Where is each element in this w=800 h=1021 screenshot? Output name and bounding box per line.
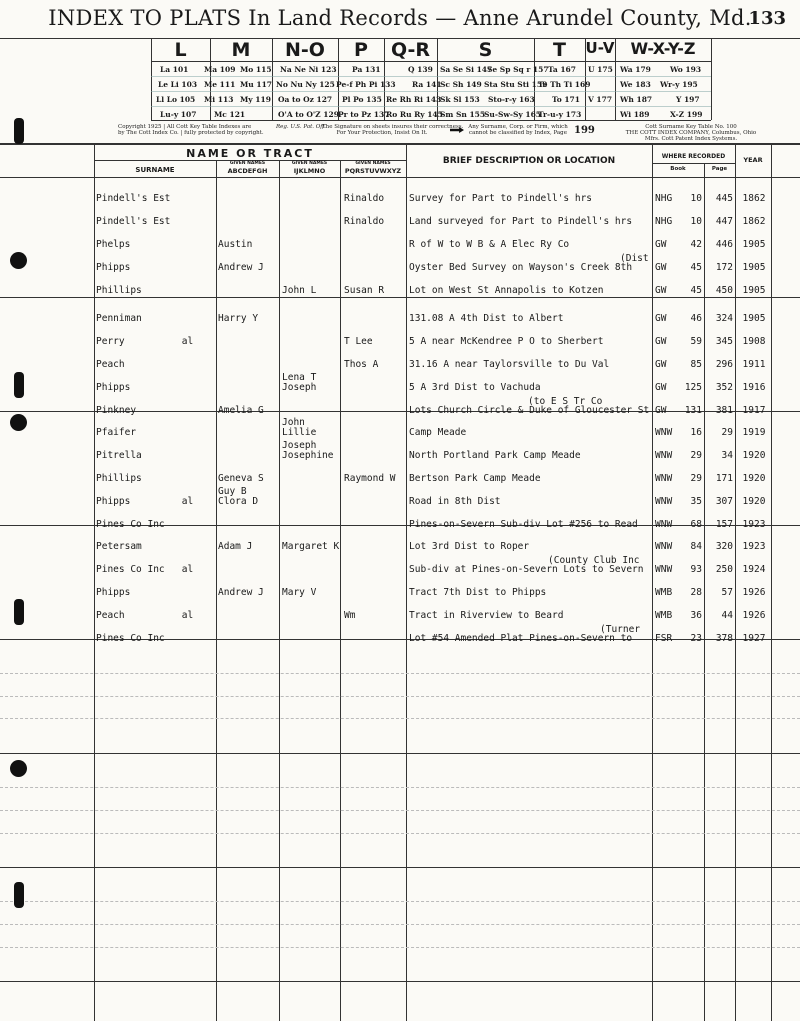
year-header: YEAR bbox=[743, 156, 763, 164]
table-row bbox=[0, 487, 800, 509]
year-cell: 1920 bbox=[742, 450, 766, 461]
book-cell: FSR bbox=[655, 633, 673, 644]
table-row bbox=[0, 253, 800, 275]
volume-cell: 36 bbox=[690, 610, 702, 621]
year-cell: 1927 bbox=[742, 633, 766, 644]
table-row bbox=[0, 441, 800, 463]
description-cell: Tract 7th Dist to Phipps bbox=[409, 587, 547, 598]
surname-cell: Phillips bbox=[96, 473, 142, 484]
surname-note: Any Surname, Corp. or Firm, which cannot be classified by Index, Page bbox=[468, 124, 568, 136]
binder-slot bbox=[14, 118, 24, 144]
surname-note-page: 199 bbox=[574, 125, 595, 136]
table-row bbox=[0, 464, 800, 486]
volume-cell: 28 bbox=[690, 587, 702, 598]
key-cell: V 177 bbox=[588, 95, 613, 104]
key-cell: Se Sp Sq r 157 bbox=[487, 65, 549, 74]
given3-cell: Rinaldo bbox=[344, 193, 385, 204]
volume-cell: 125 bbox=[684, 382, 702, 393]
key-cell: La 101 bbox=[160, 65, 189, 74]
volume-cell: 29 bbox=[690, 473, 702, 484]
year-cell: 1920 bbox=[742, 473, 766, 484]
surname-cell: Phipps bbox=[96, 262, 131, 273]
surname-cell: Phelps bbox=[96, 239, 131, 250]
description-cell: Sub-div at Pines-on-Severn Lots to Severn bbox=[409, 564, 644, 575]
table-row bbox=[0, 373, 800, 395]
key-cell: Wi 189 bbox=[620, 110, 650, 119]
binder-slot bbox=[14, 882, 24, 908]
book-cell: WNW bbox=[655, 450, 673, 461]
given1-cell: Amelia G bbox=[218, 405, 264, 416]
volume-cell: 131 bbox=[684, 405, 702, 416]
key-cell: Wh 187 bbox=[620, 95, 653, 104]
description-cell: Lot 3rd Dist to Roper bbox=[409, 541, 530, 552]
description-cell: Lot on West St Annapolis to Kotzen bbox=[409, 285, 604, 296]
key-letter-t: T bbox=[553, 39, 566, 61]
key-letter-q-r: Q-R bbox=[390, 39, 431, 61]
table-row bbox=[0, 601, 800, 623]
surname-cell: Pinkney bbox=[96, 405, 137, 416]
volume-cell: 35 bbox=[690, 496, 702, 507]
key-cell: We 183 bbox=[620, 80, 651, 89]
page-cell: 296 bbox=[715, 359, 733, 370]
surname-cell: Perry al bbox=[96, 336, 194, 347]
volume-cell: 10 bbox=[690, 216, 702, 227]
description-note: (Dist bbox=[620, 253, 649, 264]
page-cell: 172 bbox=[715, 262, 733, 273]
key-letter-p: P bbox=[354, 39, 368, 61]
key-cell: Wr-y 195 bbox=[660, 80, 698, 89]
table-row bbox=[0, 207, 800, 229]
surname-cell: Peach al bbox=[96, 610, 194, 621]
volume-cell: 68 bbox=[690, 519, 702, 530]
given1-cell: Andrew J bbox=[218, 262, 264, 273]
page-title: INDEX TO PLATS In Land Records — Anne Arundel County, Md. bbox=[48, 6, 752, 30]
book-cell: NHG bbox=[655, 193, 673, 204]
page-cell: 378 bbox=[715, 633, 733, 644]
volume-cell: 23 bbox=[690, 633, 702, 644]
key-cell: To 171 bbox=[552, 95, 580, 104]
given3-cell: Rinaldo bbox=[344, 216, 385, 227]
year-cell: 1917 bbox=[742, 405, 766, 416]
volume-cell: 93 bbox=[690, 564, 702, 575]
key-letter-m: M bbox=[231, 39, 251, 61]
table-row bbox=[0, 276, 800, 298]
table-row bbox=[0, 578, 800, 600]
surname-cell: Penniman bbox=[96, 313, 142, 324]
surname-cell: Pindell's Est bbox=[96, 216, 171, 227]
given3-cell: Raymond W bbox=[344, 473, 396, 484]
key-letter-l: L bbox=[174, 39, 187, 61]
year-cell: 1905 bbox=[742, 285, 766, 296]
year-cell: 1905 bbox=[742, 239, 766, 250]
description-cell: Tract in Riverview to Beard bbox=[409, 610, 564, 621]
key-letter-n-o: N-O bbox=[285, 39, 325, 61]
surname-cell: Phillips bbox=[96, 285, 142, 296]
key-cell: Pl Po 135 bbox=[342, 95, 382, 104]
surname-cell: Phipps bbox=[96, 382, 131, 393]
key-cell: Le Li 103 bbox=[158, 80, 198, 89]
table-row bbox=[0, 396, 800, 418]
table-row bbox=[0, 418, 800, 440]
page-number: 133 bbox=[748, 8, 786, 29]
key-cell: Pe-f Ph Pi 133 bbox=[336, 80, 396, 89]
surname-cell: Pfaifer bbox=[96, 427, 137, 438]
surname-cell: Pines Co Inc al bbox=[96, 564, 194, 575]
surname-cell: Peach bbox=[96, 359, 125, 370]
key-cell: Y 197 bbox=[676, 95, 700, 104]
key-cell: Ra 141 bbox=[412, 80, 442, 89]
page-cell: 320 bbox=[715, 541, 733, 552]
book-cell: GW bbox=[655, 262, 667, 273]
description-cell: 31.16 A near Taylorsville to Du Val bbox=[409, 359, 610, 370]
page-cell: 44 bbox=[721, 610, 733, 621]
volume-cell: 45 bbox=[690, 285, 702, 296]
binder-slot bbox=[14, 372, 24, 398]
given1-cell: Austin bbox=[218, 239, 253, 250]
volume-cell: 59 bbox=[690, 336, 702, 347]
book-cell: WNW bbox=[655, 541, 673, 552]
table-row bbox=[0, 555, 800, 577]
year-cell: 1920 bbox=[742, 496, 766, 507]
page-cell: 307 bbox=[715, 496, 733, 507]
volume-cell: 29 bbox=[690, 450, 702, 461]
given2-cell: Margaret K bbox=[282, 541, 340, 552]
company-note: Cott Surname Key Table No. 100 THE COTT INDEX COMPANY, Columbus, Ohio Mfrs. Cott Patent Index Systems. bbox=[625, 124, 757, 142]
year-cell: 1862 bbox=[742, 216, 766, 227]
description-cell: Camp Meade bbox=[409, 427, 467, 438]
book-cell: WNW bbox=[655, 564, 673, 575]
description-cell: Lot #54 Amended Plat Pines-on-Severn to bbox=[409, 633, 633, 644]
table-row bbox=[0, 350, 800, 372]
given1-cell: Adam J bbox=[218, 541, 253, 552]
name-or-tract-header: NAME OR TRACT bbox=[186, 147, 314, 160]
description-cell: 131.08 A 4th Dist to Albert bbox=[409, 313, 564, 324]
key-cell: Sa Se Si 147 bbox=[440, 65, 493, 74]
volume-cell: 84 bbox=[690, 541, 702, 552]
key-cell: Sto-r-y 163 bbox=[488, 95, 535, 104]
page-cell: 445 bbox=[715, 193, 733, 204]
binder-hole bbox=[10, 414, 27, 431]
surname-cell: Phipps al bbox=[96, 496, 194, 507]
surname-header: SURNAME bbox=[135, 166, 175, 174]
page-cell: 250 bbox=[715, 564, 733, 575]
year-cell: 1916 bbox=[742, 382, 766, 393]
key-cell: Na Ne Ni 123 bbox=[280, 65, 337, 74]
table-row bbox=[0, 624, 800, 646]
key-cell: Mi 113 bbox=[204, 95, 234, 104]
book-cell: GW bbox=[655, 359, 667, 370]
page-cell: 352 bbox=[715, 382, 733, 393]
key-cell: Wa 179 bbox=[620, 65, 651, 74]
volume-cell: 45 bbox=[690, 262, 702, 273]
table-row bbox=[0, 510, 800, 532]
volume-cell: 46 bbox=[690, 313, 702, 324]
page-cell: 34 bbox=[721, 450, 733, 461]
page-cell: 57 bbox=[721, 587, 733, 598]
given1-cell: Harry Y bbox=[218, 313, 259, 324]
binder-slot bbox=[14, 599, 24, 625]
book-cell: WMB bbox=[655, 587, 673, 598]
book-cell: WNW bbox=[655, 427, 673, 438]
key-cell: Lu-y 107 bbox=[160, 110, 197, 119]
key-cell: Ll Lo 105 bbox=[156, 95, 196, 104]
book-cell: WMB bbox=[655, 610, 673, 621]
table-row bbox=[0, 304, 800, 326]
given-names-label: GIVEN NAMES bbox=[229, 161, 266, 166]
surname-cell: Phipps bbox=[96, 587, 131, 598]
key-cell: Q 139 bbox=[408, 65, 433, 74]
page-cell: 157 bbox=[715, 519, 733, 530]
volume-cell: 85 bbox=[690, 359, 702, 370]
surname-cell: Pindell's Est bbox=[96, 193, 171, 204]
year-cell: 1924 bbox=[742, 564, 766, 575]
key-cell: Sm Sn 155 bbox=[440, 110, 486, 119]
description-cell: Survey for Part to Pindell's hrs bbox=[409, 193, 593, 204]
key-cell: Sc Sh 149 bbox=[440, 80, 482, 89]
page-cell: 345 bbox=[715, 336, 733, 347]
table-row bbox=[0, 230, 800, 252]
description-cell: Pines-on-Severn Sub-div Lot #256 to Read bbox=[409, 519, 638, 530]
year-cell: 1905 bbox=[742, 262, 766, 273]
description-note: (County Club Inc bbox=[548, 555, 640, 566]
description-cell: Bertson Park Camp Meade bbox=[409, 473, 541, 484]
key-cell: O'A to O'Z 129 bbox=[278, 110, 339, 119]
given3-cell: Wm bbox=[344, 610, 356, 621]
year-cell: 1926 bbox=[742, 610, 766, 621]
key-cell: Sta Stu Sti 159 bbox=[484, 80, 548, 89]
where-recorded-header: WHERE RECORDED bbox=[661, 153, 726, 160]
volume-cell: 10 bbox=[690, 193, 702, 204]
year-cell: 1923 bbox=[742, 519, 766, 530]
description-cell: Road in 8th Dist bbox=[409, 496, 501, 507]
given-names-label: GIVEN NAMES bbox=[355, 161, 391, 166]
key-cell: Sk Sl 153 bbox=[440, 95, 480, 104]
description-cell: 5 A 3rd Dist to Vachuda bbox=[409, 382, 541, 393]
key-cell: Su-Sw-Sy 165 bbox=[484, 110, 542, 119]
surname-cell: Pitrella bbox=[96, 450, 142, 461]
book-cell: GW bbox=[655, 382, 667, 393]
given-names-label: GIVEN NAMES bbox=[291, 161, 328, 166]
year-cell: 1911 bbox=[742, 359, 766, 370]
table-row bbox=[0, 184, 800, 206]
book-cell: WNW bbox=[655, 473, 673, 484]
description-note: (to E S Tr Co bbox=[528, 396, 603, 407]
given1-cell: Geneva S bbox=[218, 473, 264, 484]
description-note: (Turner bbox=[600, 624, 641, 635]
key-letter-u-v: U-V bbox=[585, 39, 615, 57]
given1-cell: Andrew J bbox=[218, 587, 264, 598]
book-cell: WNW bbox=[655, 496, 673, 507]
year-cell: 1905 bbox=[742, 313, 766, 324]
protection-note: The Signature on sheets insures their correctness. For Your Protection, Insist On It. bbox=[322, 124, 464, 136]
year-cell: 1908 bbox=[742, 336, 766, 347]
book-cell: GW bbox=[655, 285, 667, 296]
year-cell: 1926 bbox=[742, 587, 766, 598]
page-cell: 29 bbox=[721, 427, 733, 438]
given3-header: PQRSTUVWXYZ bbox=[344, 167, 402, 175]
year-cell: 1862 bbox=[742, 193, 766, 204]
key-cell: U 175 bbox=[588, 65, 613, 74]
book-header: Book bbox=[670, 166, 686, 172]
key-cell: Mo 115 bbox=[240, 65, 272, 74]
key-cell: No Nu Ny 125 bbox=[276, 80, 335, 89]
given2-cell: Mary V bbox=[282, 587, 317, 598]
book-cell: GW bbox=[655, 239, 667, 250]
given1-cell: Guy B Clora D bbox=[218, 486, 259, 507]
book-cell: WNW bbox=[655, 519, 673, 530]
given1-header: ABCDEFGH bbox=[227, 167, 268, 175]
key-cell: My 119 bbox=[240, 95, 271, 104]
volume-cell: 16 bbox=[690, 427, 702, 438]
key-cell: X-Z 199 bbox=[670, 110, 703, 119]
given3-cell: Thos A bbox=[344, 359, 379, 370]
given2-cell: John L bbox=[282, 285, 317, 296]
copyright-note: Copyright 1925 | All Cott Key Table Indexes are by The Cott Index Co. | fully protected by copyright. bbox=[118, 124, 264, 136]
surname-cell: Petersam bbox=[96, 541, 142, 552]
key-cell: Te Th Ti 169 bbox=[538, 80, 591, 89]
key-cell: Tr-u-y 173 bbox=[538, 110, 582, 119]
key-cell: Wo 193 bbox=[670, 65, 702, 74]
key-cell: Me 111 bbox=[204, 80, 236, 89]
given2-cell: John Lillie bbox=[282, 417, 317, 438]
description-cell: R of W to W B & A Elec Ry Co bbox=[409, 239, 570, 250]
key-cell: Mc 121 bbox=[214, 110, 246, 119]
key-cell: Ro Ru Ry 145 bbox=[386, 110, 443, 119]
surname-cell: Pines Co Inc bbox=[96, 519, 165, 530]
table-row bbox=[0, 327, 800, 349]
table-row bbox=[0, 532, 800, 554]
key-cell: Re Rh Ri 143 bbox=[386, 95, 442, 104]
book-cell: NHG bbox=[655, 216, 673, 227]
book-cell: GW bbox=[655, 313, 667, 324]
given3-cell: T Lee bbox=[344, 336, 373, 347]
book-cell: GW bbox=[655, 405, 667, 416]
key-letter-w-z: W-X-Y-Z bbox=[630, 39, 696, 58]
given2-cell: Joseph Josephine bbox=[282, 440, 334, 461]
page-cell: 381 bbox=[715, 405, 733, 416]
given2-header: IJKLMNO bbox=[293, 167, 326, 175]
key-cell: Ma 109 bbox=[204, 65, 236, 74]
key-cell: Oa to Oz 127 bbox=[278, 95, 333, 104]
surname-cell: Pines Co Inc bbox=[96, 633, 165, 644]
key-cell: Pa 131 bbox=[352, 65, 381, 74]
cott-signature: Reg. U.S. Pat. Off. bbox=[276, 124, 326, 130]
description-cell: 5 A near McKendree P O to Sherbert bbox=[409, 336, 604, 347]
description-cell: North Portland Park Camp Meade bbox=[409, 450, 581, 461]
given3-cell: Susan R bbox=[344, 285, 385, 296]
year-cell: 1923 bbox=[742, 541, 766, 552]
book-cell: GW bbox=[655, 336, 667, 347]
given2-cell: Lena T Joseph bbox=[282, 372, 317, 393]
binder-hole bbox=[10, 252, 27, 269]
description-cell: Oyster Bed Survey on Wayson's Creek 8th bbox=[409, 262, 633, 273]
page-cell: 450 bbox=[715, 285, 733, 296]
page-cell: 446 bbox=[715, 239, 733, 250]
key-letter-s: S bbox=[478, 39, 493, 61]
year-cell: 1919 bbox=[742, 427, 766, 438]
page-cell: 171 bbox=[715, 473, 733, 484]
page-header: Page bbox=[711, 166, 728, 172]
key-cell: Ta 167 bbox=[548, 65, 576, 74]
page-cell: 324 bbox=[715, 313, 733, 324]
page-cell: 447 bbox=[715, 216, 733, 227]
description-cell: Lots Church Circle & Duke of Gloucester St bbox=[409, 405, 650, 416]
description-header: BRIEF DESCRIPTION OR LOCATION bbox=[442, 156, 616, 166]
volume-cell: 42 bbox=[690, 239, 702, 250]
key-cell: Pr to Pz 137 bbox=[338, 110, 390, 119]
binder-hole bbox=[10, 760, 27, 777]
description-cell: Land surveyed for Part to Pindell's hrs bbox=[409, 216, 633, 227]
key-cell: Mu 117 bbox=[240, 80, 273, 89]
